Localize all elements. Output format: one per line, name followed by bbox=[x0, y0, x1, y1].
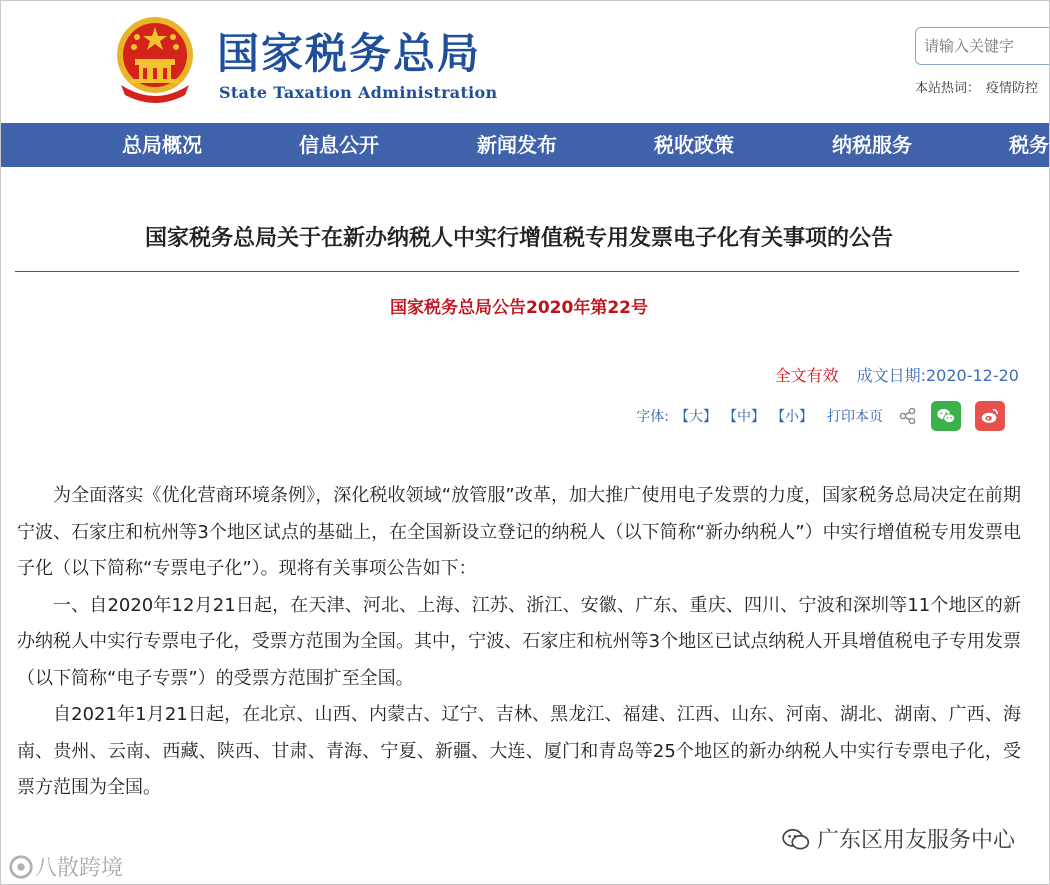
site-name-english: State Taxation Administration bbox=[219, 83, 498, 102]
hot-terms bbox=[915, 77, 1038, 96]
watermark-logo-icon bbox=[7, 853, 35, 881]
wechat-watermark-icon bbox=[781, 826, 811, 852]
nav-item-tax-policy[interactable]: 税收政策 bbox=[654, 133, 734, 157]
validity-status: 全文有效 bbox=[774, 366, 839, 385]
watermark-right-text: 广东区用友服务中心 bbox=[816, 828, 1015, 853]
document-number: 国家税务总局公告2020年第22号 bbox=[390, 298, 648, 318]
body-paragraph: 一、自2020年12月21日起，在天津、河北、上海、江苏、浙江、安徽、广东、重庆、四川、宁波和深圳等11个地区的新办纳税人中实行专票电子化，受票方范围为全国。其中，宁波、石家庄和杭州等3个地区已试点纳税人开具增值税电子专用发票（以下简称“电子专票”）的受票方范围扩至全国。 bbox=[17, 594, 1021, 689]
article-tools bbox=[636, 399, 1005, 433]
nav-item-news[interactable]: 新闻发布 bbox=[477, 133, 557, 157]
watermark-right bbox=[781, 823, 1015, 854]
issue-date: 成文日期:2020-12-20 bbox=[856, 366, 1019, 385]
nav-item-overview[interactable]: 总局概况 bbox=[122, 133, 202, 157]
search-input[interactable] bbox=[915, 27, 1050, 65]
wechat-icon[interactable] bbox=[931, 401, 961, 431]
watermark-left-text: 八散跨境 bbox=[35, 856, 124, 881]
watermark-left bbox=[7, 851, 123, 882]
hot-terms-label: 本站热词： bbox=[915, 81, 981, 96]
font-size-label: 字体: bbox=[636, 409, 669, 425]
main-nav bbox=[1, 123, 1050, 167]
hot-term-link[interactable]: 疫情防控 bbox=[986, 81, 1039, 96]
weibo-icon[interactable] bbox=[975, 401, 1005, 431]
print-page-link[interactable]: 打印本页 bbox=[827, 409, 883, 425]
article-meta bbox=[775, 363, 1019, 386]
site-name: 国家税务总局 bbox=[217, 29, 482, 78]
article-title: 国家税务总局关于在新办纳税人中实行增值税专用发票电子化有关事项的公告 bbox=[144, 226, 893, 251]
article-body bbox=[17, 478, 1021, 807]
font-size-small[interactable]: 【小】 bbox=[771, 409, 813, 425]
national-emblem-logo bbox=[113, 15, 197, 103]
body-paragraph: 为全面落实《优化营商环境条例》，深化税收领域“放管服”改革，加大推广使用电子发票的力度，国家税务总局决定在前期宁波、石家庄和杭州等3个地区试点的基础上，在全国新设立登记的纳税人（以下简称“新办纳税人”）中实行增值税专用发票电子化（以下简称“专票电子化”）。现将有关事项公告如下： bbox=[17, 485, 1021, 579]
nav-item-info-disclosure[interactable]: 信息公开 bbox=[299, 133, 379, 157]
font-size-medium[interactable]: 【中】 bbox=[723, 409, 765, 425]
title-divider bbox=[15, 271, 1019, 272]
body-paragraph: 自2021年1月21日起，在北京、山西、内蒙古、辽宁、吉林、黑龙江、福建、江西、山东、河南、湖北、湖南、广西、海南、贵州、云南、西藏、陕西、甘肃、青海、宁夏、新疆、大连、厦门和青岛等25个地区的新办纳税人中实行专票电子化，受票方范围为全国。 bbox=[17, 704, 1021, 798]
nav-item-taxpayer-service[interactable]: 纳税服务 bbox=[832, 133, 912, 157]
nav-item-tax-partial[interactable]: 税务 bbox=[1009, 133, 1049, 157]
share-icon[interactable] bbox=[899, 407, 917, 425]
font-size-large[interactable]: 【大】 bbox=[675, 409, 717, 425]
